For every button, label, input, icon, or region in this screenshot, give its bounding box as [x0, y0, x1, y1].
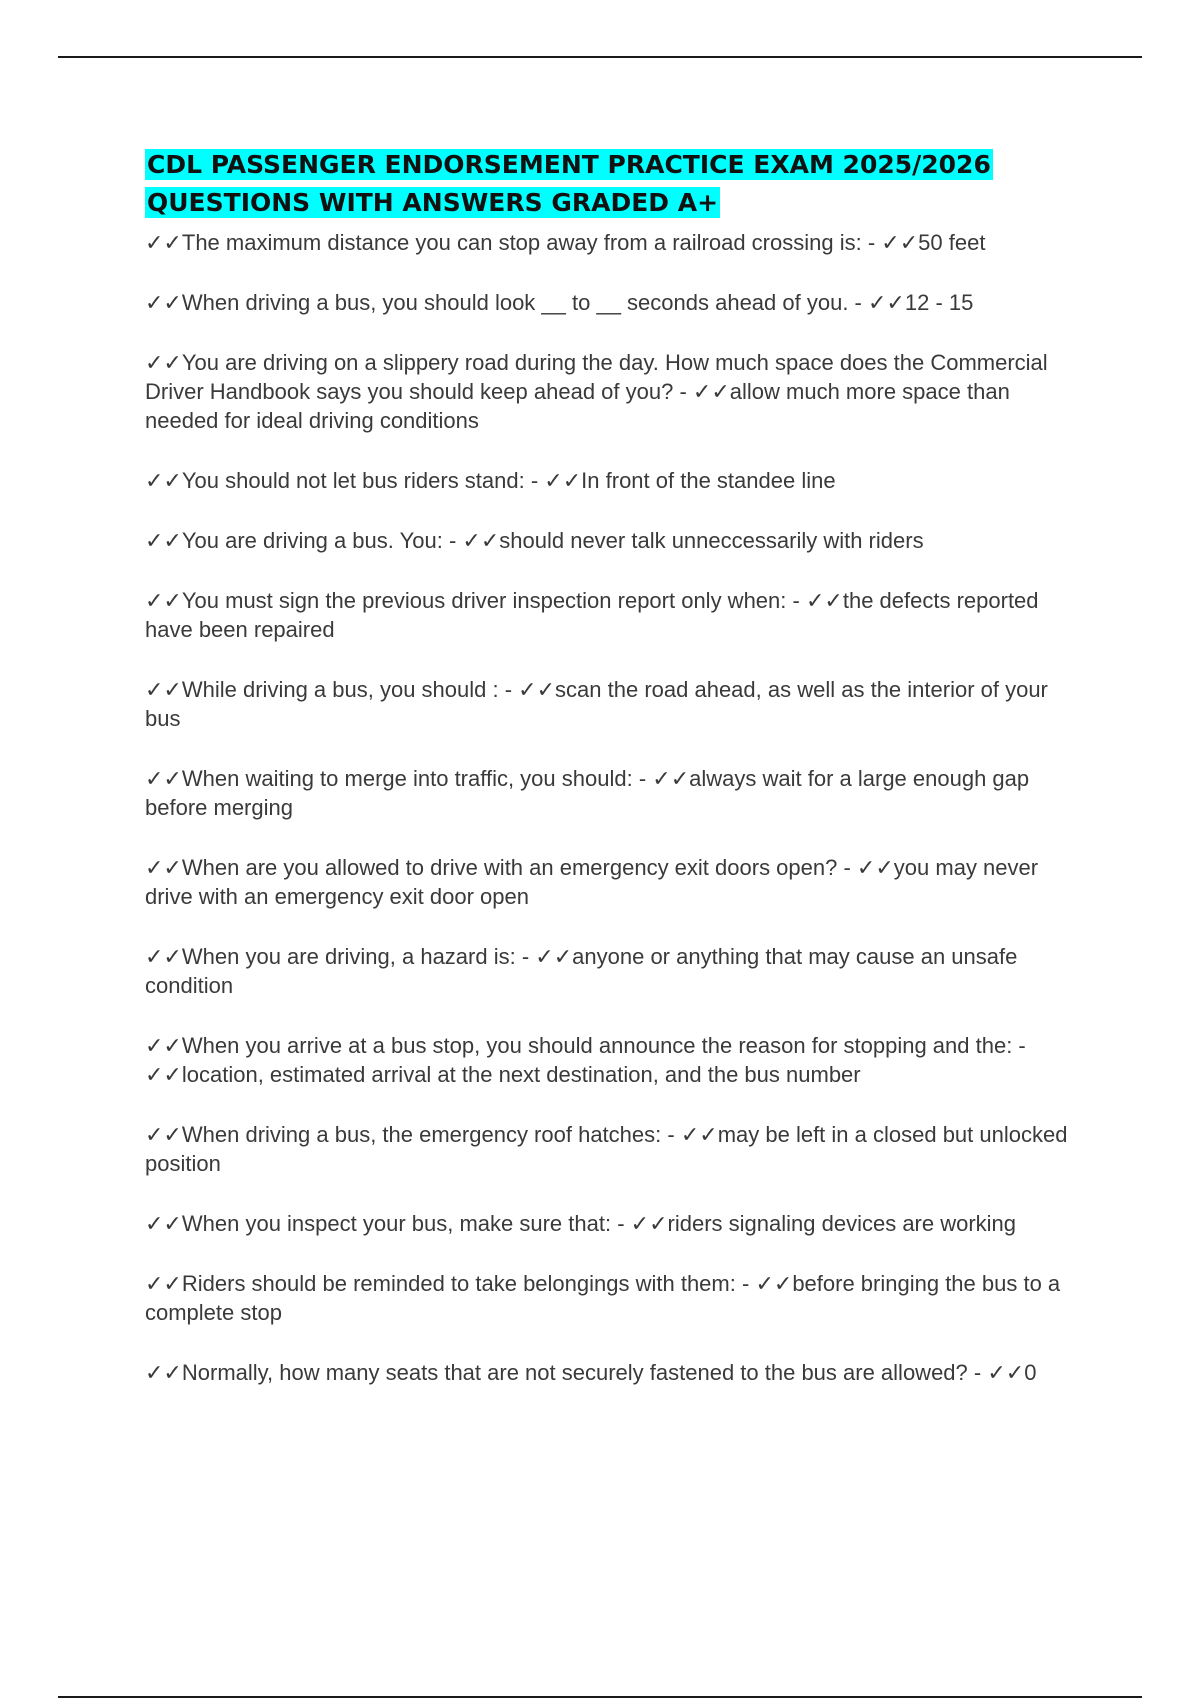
separator: -	[786, 588, 806, 613]
answer-text: before bringing the bus to a complete stop	[145, 1271, 1061, 1325]
question-check-mark: ✓✓	[145, 855, 182, 880]
qa-item	[145, 764, 1085, 822]
question-text: When driving a bus, you should look __ to __ seconds ahead of you.	[181, 290, 849, 315]
qa-item	[145, 586, 1085, 644]
answer-check-mark: ✓✓	[856, 855, 894, 880]
answer-text: location, estimated arrival at the next destination, and the bus number	[181, 1062, 861, 1087]
qa-item	[145, 1031, 1085, 1089]
question-text: While driving a bus, you should :	[181, 677, 499, 702]
question-text: When are you allowed to drive with an emergency exit doors open?	[181, 855, 838, 880]
question-check-mark: ✓✓	[145, 1271, 182, 1296]
qa-item	[145, 1358, 1085, 1387]
answer-check-mark: ✓✓	[881, 230, 919, 255]
answer-text: the defects reported have been repaired	[145, 588, 1039, 642]
answer-text: 12 - 15	[904, 290, 974, 315]
answer-check-mark: ✓✓	[630, 1211, 668, 1236]
separator: -	[515, 944, 536, 969]
document-body	[145, 146, 1085, 1418]
title-line-2: QUESTIONS WITH ANSWERS GRADED A+	[147, 188, 719, 217]
question-text: You must sign the previous driver inspection report only when:	[181, 588, 787, 613]
answer-text: riders signaling devices are working	[667, 1211, 1017, 1236]
question-check-mark: ✓✓	[145, 677, 182, 702]
answer-text: In front of the standee line	[581, 468, 836, 493]
question-text: Normally, how many seats that are not securely fastened to the bus are allowed?	[181, 1360, 968, 1385]
answer-check-mark: ✓✓	[987, 1360, 1025, 1385]
top-rule	[58, 56, 1142, 58]
answer-check-mark: ✓✓	[518, 677, 556, 702]
answer-text: always wait for a large enough gap before merging	[145, 766, 1030, 820]
title-line-1: CDL PASSENGER ENDORSEMENT PRACTICE EXAM 2025/2026	[147, 150, 991, 179]
question-text: You are driving on a slippery road during the day. How much space does the Commercial Driver Handbook says you should keep ahead of you?	[145, 350, 1048, 404]
answer-check-mark: ✓✓	[652, 766, 690, 791]
separator: -	[632, 766, 653, 791]
separator: -	[1012, 1033, 1026, 1058]
answer-text: 0	[1024, 1360, 1037, 1385]
separator: -	[735, 1271, 756, 1296]
answer-text: you may never drive with an emergency exit door open	[145, 855, 1039, 909]
answer-text: should never talk unneccessarily with riders	[499, 528, 924, 553]
question-text: When you are driving, a hazard is:	[181, 944, 516, 969]
answer-check-mark: ✓✓	[755, 1271, 793, 1296]
answer-check-mark: ✓✓	[692, 379, 730, 404]
separator: -	[524, 468, 545, 493]
separator: -	[673, 379, 693, 404]
question-text: When you inspect your bus, make sure that:	[181, 1211, 612, 1236]
qa-item	[145, 1120, 1085, 1178]
answer-check-mark: ✓✓	[868, 290, 905, 315]
question-check-mark: ✓✓	[145, 766, 182, 791]
separator: -	[661, 1122, 681, 1147]
question-check-mark: ✓✓	[145, 528, 182, 553]
qa-item	[145, 675, 1085, 733]
answer-text: scan the road ahead, as well as the interior of your bus	[145, 677, 1048, 731]
answer-check-mark: ✓✓	[145, 1062, 182, 1087]
question-check-mark: ✓✓	[145, 290, 182, 315]
qa-item	[145, 1269, 1085, 1327]
question-text: You are driving a bus. You:	[181, 528, 443, 553]
qa-item	[145, 348, 1085, 435]
answer-text: allow much more space than needed for ideal driving conditions	[145, 379, 1010, 433]
separator: -	[861, 230, 882, 255]
question-check-mark: ✓✓	[145, 230, 182, 255]
question-check-mark: ✓✓	[145, 468, 182, 493]
answer-check-mark: ✓✓	[544, 468, 582, 493]
bottom-rule	[58, 1696, 1142, 1698]
question-text: The maximum distance you can stop away from a railroad crossing is:	[181, 230, 862, 255]
question-check-mark: ✓✓	[145, 1122, 182, 1147]
answer-text: may be left in a closed but unlocked position	[145, 1122, 1068, 1176]
question-check-mark: ✓✓	[145, 1211, 182, 1236]
answer-text: 50 feet	[918, 230, 986, 255]
qa-item	[145, 228, 1085, 257]
answer-check-mark: ✓✓	[680, 1122, 718, 1147]
answer-check-mark: ✓✓	[535, 944, 573, 969]
question-text: When you arrive at a bus stop, you should announce the reason for stopping and the:	[181, 1033, 1013, 1058]
qa-item	[145, 526, 1085, 555]
question-check-mark: ✓✓	[145, 1033, 182, 1058]
question-check-mark: ✓✓	[145, 944, 182, 969]
qa-item	[145, 853, 1085, 911]
separator: -	[611, 1211, 631, 1236]
answer-text: anyone or anything that may cause an unsafe condition	[145, 944, 1018, 998]
question-text: When driving a bus, the emergency roof hatches:	[181, 1122, 662, 1147]
qa-item	[145, 1209, 1085, 1238]
document-title	[145, 146, 1085, 222]
answer-check-mark: ✓✓	[462, 528, 500, 553]
answer-check-mark: ✓✓	[805, 588, 843, 613]
question-text: When waiting to merge into traffic, you should:	[181, 766, 633, 791]
separator: -	[967, 1360, 988, 1385]
question-text: You should not let bus riders stand:	[181, 468, 525, 493]
qa-item	[145, 942, 1085, 1000]
separator: -	[442, 528, 463, 553]
qa-list	[145, 228, 1085, 1387]
separator: -	[848, 290, 868, 315]
qa-item	[145, 466, 1085, 495]
separator: -	[837, 855, 857, 880]
qa-item	[145, 288, 1085, 317]
question-check-mark: ✓✓	[145, 588, 182, 613]
question-check-mark: ✓✓	[145, 350, 182, 375]
question-text: Riders should be reminded to take belongings with them:	[181, 1271, 736, 1296]
separator: -	[498, 677, 519, 702]
question-check-mark: ✓✓	[145, 1360, 182, 1385]
